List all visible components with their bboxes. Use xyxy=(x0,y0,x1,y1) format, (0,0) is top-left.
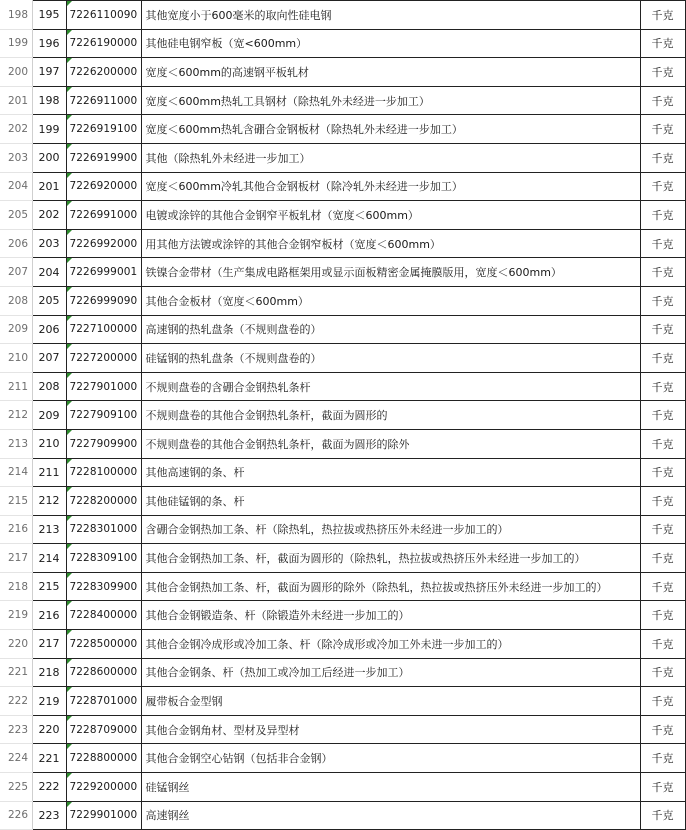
description-cell[interactable]: 硅锰钢丝 xyxy=(141,773,640,802)
description-cell[interactable]: 其他合金钢热加工条、杆，截面为圆形的除外（除热轧，热拉拔或热挤压外未经进一步加工的） xyxy=(141,572,640,601)
description-cell[interactable]: 宽度＜600mm冷轧其他合金钢板材（除冷轧外未经进一步加工） xyxy=(141,172,640,201)
description-cell[interactable]: 不规则盘卷的其他合金钢热轧条杆，截面为圆形的除外 xyxy=(141,429,640,458)
row-header[interactable]: 201 xyxy=(0,86,32,115)
row-header[interactable]: 210 xyxy=(0,344,32,373)
unit-cell[interactable]: 千克 xyxy=(640,372,685,401)
description-cell[interactable]: 其他宽度小于600毫米的取向性硅电钢 xyxy=(141,1,640,30)
table-row xyxy=(0,601,686,630)
unit-cell[interactable]: 千克 xyxy=(640,286,685,315)
unit-cell[interactable]: 千克 xyxy=(640,58,685,87)
serial-number-cell[interactable]: 206 xyxy=(32,315,66,344)
unit-cell[interactable]: 千克 xyxy=(640,143,685,172)
description-cell[interactable]: 硅锰钢的热轧盘条（不规则盘卷的） xyxy=(141,344,640,373)
unit-cell[interactable]: 千克 xyxy=(640,487,685,516)
hs-code-cell[interactable]: 7228100000 xyxy=(66,458,141,487)
table-row xyxy=(0,515,686,544)
table-body xyxy=(0,1,686,830)
table-row xyxy=(0,1,686,30)
table-row xyxy=(0,372,686,401)
table-row xyxy=(0,86,686,115)
hs-code-cell[interactable]: 7226190000 xyxy=(66,29,141,58)
unit-cell[interactable]: 千克 xyxy=(640,429,685,458)
description-cell[interactable]: 其他合金钢锻造条、杆（除锻造外未经进一步加工的） xyxy=(141,601,640,630)
table-row xyxy=(0,658,686,687)
unit-cell[interactable]: 千克 xyxy=(640,801,685,830)
table-row xyxy=(0,801,686,830)
row-header[interactable]: 209 xyxy=(0,315,32,344)
unit-cell[interactable]: 千克 xyxy=(640,86,685,115)
row-header[interactable]: 203 xyxy=(0,143,32,172)
table-row xyxy=(0,258,686,287)
unit-cell[interactable]: 千克 xyxy=(640,515,685,544)
unit-cell[interactable]: 千克 xyxy=(640,773,685,802)
serial-number-cell[interactable]: 221 xyxy=(32,744,66,773)
row-header[interactable]: 214 xyxy=(0,458,32,487)
row-header[interactable]: 198 xyxy=(0,1,32,30)
serial-number-cell[interactable]: 222 xyxy=(32,773,66,802)
table-row xyxy=(0,572,686,601)
table-row xyxy=(0,687,686,716)
description-cell[interactable]: 宽度＜600mm热轧工具钢材（除热轧外未经进一步加工） xyxy=(141,86,640,115)
unit-cell[interactable]: 千克 xyxy=(640,458,685,487)
hs-code-cell[interactable]: 7228800000 xyxy=(66,744,141,773)
description-cell[interactable]: 其他硅锰钢的条、杆 xyxy=(141,487,640,516)
description-cell[interactable]: 其他合金钢条、杆（热加工或冷加工后经进一步加工） xyxy=(141,658,640,687)
serial-number-cell[interactable]: 203 xyxy=(32,229,66,258)
hs-code-cell[interactable]: 7226992000 xyxy=(66,229,141,258)
description-cell[interactable]: 含硼合金钢热加工条、杆（除热轧，热拉拔或热挤压外未经进一步加工的） xyxy=(141,515,640,544)
serial-number-cell[interactable]: 220 xyxy=(32,715,66,744)
hs-code-cell[interactable]: 7226991000 xyxy=(66,201,141,230)
table-row xyxy=(0,344,686,373)
description-cell[interactable]: 其他合金钢角材、型材及异型材 xyxy=(141,715,640,744)
hs-code-cell[interactable]: 7226920000 xyxy=(66,172,141,201)
unit-cell[interactable]: 千克 xyxy=(640,687,685,716)
row-header[interactable]: 205 xyxy=(0,201,32,230)
hs-code-cell[interactable]: 7227100000 xyxy=(66,315,141,344)
serial-number-cell[interactable]: 215 xyxy=(32,572,66,601)
table-row xyxy=(0,201,686,230)
hs-code-cell[interactable]: 7226919900 xyxy=(66,143,141,172)
serial-number-cell[interactable]: 219 xyxy=(32,687,66,716)
row-header[interactable]: 200 xyxy=(0,58,32,87)
table-row xyxy=(0,172,686,201)
row-header[interactable]: 212 xyxy=(0,401,32,430)
table-row xyxy=(0,401,686,430)
row-header[interactable]: 221 xyxy=(0,658,32,687)
serial-number-cell[interactable]: 212 xyxy=(32,487,66,516)
serial-number-cell[interactable]: 218 xyxy=(32,658,66,687)
serial-number-cell[interactable]: 200 xyxy=(32,143,66,172)
row-header[interactable]: 211 xyxy=(0,372,32,401)
hs-code-cell[interactable]: 7227901000 xyxy=(66,372,141,401)
row-header[interactable]: 224 xyxy=(0,744,32,773)
serial-number-cell[interactable]: 196 xyxy=(32,29,66,58)
unit-cell[interactable]: 千克 xyxy=(640,715,685,744)
table-row xyxy=(0,544,686,573)
description-cell[interactable]: 宽度＜600mm热轧含硼合金钢板材（除热轧外未经进一步加工） xyxy=(141,115,640,144)
hs-code-cell[interactable]: 7229901000 xyxy=(66,801,141,830)
serial-number-cell[interactable]: 198 xyxy=(32,86,66,115)
serial-number-cell[interactable]: 199 xyxy=(32,115,66,144)
description-cell[interactable]: 其他合金钢热加工条、杆，截面为圆形的（除热轧，热拉拔或热挤压外未经进一步加工的） xyxy=(141,544,640,573)
row-header[interactable]: 213 xyxy=(0,429,32,458)
row-header[interactable]: 225 xyxy=(0,773,32,802)
row-header[interactable]: 206 xyxy=(0,229,32,258)
serial-number-cell[interactable]: 202 xyxy=(32,201,66,230)
description-cell[interactable]: 其他合金钢空心钻钢（包括非合金钢） xyxy=(141,744,640,773)
serial-number-cell[interactable]: 210 xyxy=(32,429,66,458)
description-cell[interactable]: 履带板合金型钢 xyxy=(141,687,640,716)
hs-code-cell[interactable]: 7226919100 xyxy=(66,115,141,144)
table-row xyxy=(0,29,686,58)
row-header[interactable]: 217 xyxy=(0,544,32,573)
hs-code-cell[interactable]: 7228309100 xyxy=(66,544,141,573)
table-row xyxy=(0,458,686,487)
hs-code-cell[interactable]: 7228400000 xyxy=(66,601,141,630)
hs-code-cell[interactable]: 7227200000 xyxy=(66,344,141,373)
table-row xyxy=(0,143,686,172)
description-cell[interactable]: 其他（除热轧外未经进一步加工） xyxy=(141,143,640,172)
serial-number-cell[interactable]: 197 xyxy=(32,58,66,87)
hs-code-cell[interactable]: 7227909900 xyxy=(66,429,141,458)
table-row xyxy=(0,715,686,744)
row-header[interactable]: 199 xyxy=(0,29,32,58)
row-header[interactable]: 216 xyxy=(0,515,32,544)
unit-cell[interactable]: 千克 xyxy=(640,1,685,30)
unit-cell[interactable]: 千克 xyxy=(640,201,685,230)
description-cell[interactable]: 其他高速钢的条、杆 xyxy=(141,458,640,487)
serial-number-cell[interactable]: 211 xyxy=(32,458,66,487)
serial-number-cell[interactable]: 214 xyxy=(32,544,66,573)
unit-cell[interactable]: 千克 xyxy=(640,630,685,659)
hs-code-cell[interactable]: 7229200000 xyxy=(66,773,141,802)
unit-cell[interactable]: 千克 xyxy=(640,172,685,201)
unit-cell[interactable]: 千克 xyxy=(640,572,685,601)
hs-code-cell[interactable]: 7227909100 xyxy=(66,401,141,430)
description-cell[interactable]: 其他硅电钢窄板（宽<600mm） xyxy=(141,29,640,58)
hs-code-cell[interactable]: 7228500000 xyxy=(66,630,141,659)
hs-code-cell[interactable]: 7226999001 xyxy=(66,258,141,287)
table-row xyxy=(0,286,686,315)
table-row xyxy=(0,229,686,258)
description-cell[interactable]: 不规则盘卷的含硼合金钢热轧条杆 xyxy=(141,372,640,401)
table-row xyxy=(0,744,686,773)
serial-number-cell[interactable]: 223 xyxy=(32,801,66,830)
unit-cell[interactable]: 千克 xyxy=(640,115,685,144)
hs-code-cell[interactable]: 7228301000 xyxy=(66,515,141,544)
hs-code-cell[interactable]: 7226999090 xyxy=(66,286,141,315)
serial-number-cell[interactable]: 207 xyxy=(32,344,66,373)
hs-code-cell[interactable]: 7226110090 xyxy=(66,1,141,30)
row-header[interactable]: 222 xyxy=(0,687,32,716)
serial-number-cell[interactable]: 204 xyxy=(32,258,66,287)
serial-number-cell[interactable]: 205 xyxy=(32,286,66,315)
description-cell[interactable]: 不规则盘卷的其他合金钢热轧条杆，截面为圆形的 xyxy=(141,401,640,430)
description-cell[interactable]: 铁镍合金带材（生产集成电路框架用或显示面板精密金属掩膜版用，宽度＜600mm） xyxy=(141,258,640,287)
description-cell[interactable]: 其他合金板材（宽度＜600mm） xyxy=(141,286,640,315)
description-cell[interactable]: 用其他方法镀或涂锌的其他合金钢窄板材（宽度＜600mm） xyxy=(141,229,640,258)
table-row xyxy=(0,429,686,458)
serial-number-cell[interactable]: 208 xyxy=(32,372,66,401)
unit-cell[interactable]: 千克 xyxy=(640,601,685,630)
hs-code-cell[interactable]: 7228701000 xyxy=(66,687,141,716)
row-header[interactable]: 218 xyxy=(0,572,32,601)
unit-cell[interactable]: 千克 xyxy=(640,258,685,287)
unit-cell[interactable]: 千克 xyxy=(640,229,685,258)
table-row xyxy=(0,630,686,659)
row-header[interactable]: 204 xyxy=(0,172,32,201)
hs-code-cell[interactable]: 7228309900 xyxy=(66,572,141,601)
row-header[interactable]: 208 xyxy=(0,286,32,315)
row-header[interactable]: 215 xyxy=(0,487,32,516)
row-header[interactable]: 223 xyxy=(0,715,32,744)
row-header[interactable]: 219 xyxy=(0,601,32,630)
table-row xyxy=(0,487,686,516)
description-cell[interactable]: 电镀或涂锌的其他合金钢窄平板轧材（宽度＜600mm） xyxy=(141,201,640,230)
unit-cell[interactable]: 千克 xyxy=(640,344,685,373)
description-cell[interactable]: 高速钢的热轧盘条（不规则盘卷的） xyxy=(141,315,640,344)
serial-number-cell[interactable]: 201 xyxy=(32,172,66,201)
serial-number-cell[interactable]: 213 xyxy=(32,515,66,544)
hs-code-cell[interactable]: 7226911000 xyxy=(66,86,141,115)
serial-number-cell[interactable]: 217 xyxy=(32,630,66,659)
description-cell[interactable]: 宽度＜600mm的高速钢平板轧材 xyxy=(141,58,640,87)
unit-cell[interactable]: 千克 xyxy=(640,658,685,687)
table-row xyxy=(0,315,686,344)
unit-cell[interactable]: 千克 xyxy=(640,744,685,773)
serial-number-cell[interactable]: 209 xyxy=(32,401,66,430)
unit-cell[interactable]: 千克 xyxy=(640,315,685,344)
row-header[interactable]: 226 xyxy=(0,801,32,830)
hs-code-cell[interactable]: 7228600000 xyxy=(66,658,141,687)
hs-code-cell[interactable]: 7228200000 xyxy=(66,487,141,516)
row-header[interactable]: 207 xyxy=(0,258,32,287)
description-cell[interactable]: 高速钢丝 xyxy=(141,801,640,830)
table-row xyxy=(0,58,686,87)
row-header[interactable]: 220 xyxy=(0,630,32,659)
unit-cell[interactable]: 千克 xyxy=(640,401,685,430)
table-row xyxy=(0,773,686,802)
description-cell[interactable]: 其他合金钢冷成形或冷加工条、杆（除冷成形或冷加工外未进一步加工的） xyxy=(141,630,640,659)
table-row xyxy=(0,115,686,144)
hs-code-cell[interactable]: 7226200000 xyxy=(66,58,141,87)
unit-cell[interactable]: 千克 xyxy=(640,544,685,573)
unit-cell[interactable]: 千克 xyxy=(640,29,685,58)
serial-number-cell[interactable]: 195 xyxy=(32,1,66,30)
row-header[interactable]: 202 xyxy=(0,115,32,144)
hs-code-cell[interactable]: 7228709000 xyxy=(66,715,141,744)
serial-number-cell[interactable]: 216 xyxy=(32,601,66,630)
